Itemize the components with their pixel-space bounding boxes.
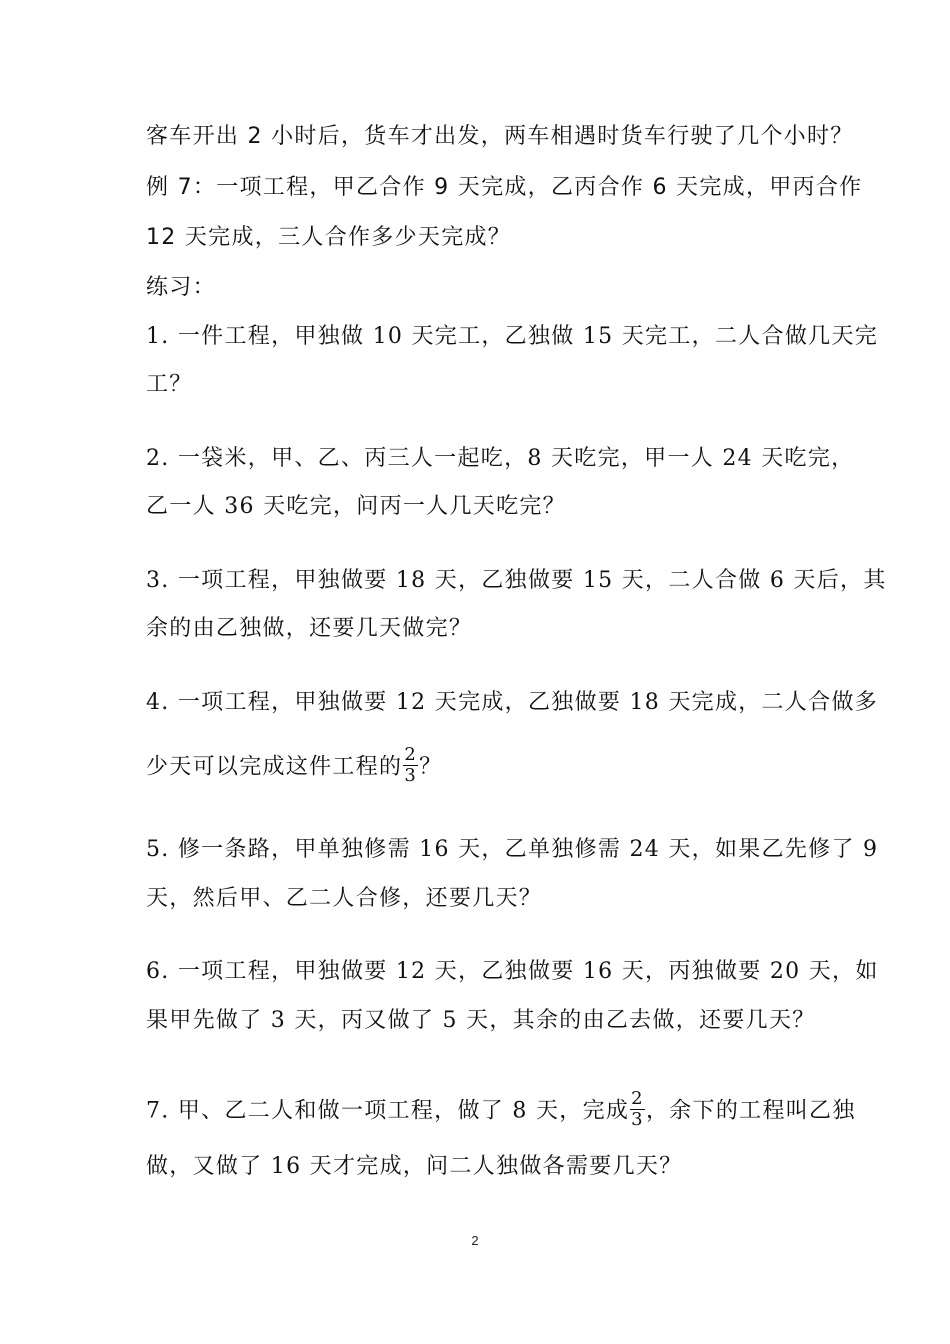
exercise-6-line-2: 果甲先做了 3 天，丙又做了 5 天，其余的由乙去做，还要几天？ (146, 1008, 816, 1033)
exercise-6-line-1: 6. 一项工程，甲独做要 12 天，乙独做要 16 天，丙独做要 20 天，如 (146, 959, 879, 984)
exercise-7-line-1 (146, 1088, 856, 1131)
exercise-4-line-1: 4. 一项工程，甲独做要 12 天完成，乙独做要 18 天完成，二人合做多 (146, 690, 879, 715)
exercise-1-line-2: 工？ (146, 372, 193, 397)
exercise-7-line-2: 做，又做了 16 天才完成，问二人独做各需要几天？ (146, 1154, 683, 1179)
example-7-line-2: 12 天完成，三人合作多少天完成？ (146, 225, 512, 250)
exercise-3-line-2: 余的由乙独做，还要几天做完？ (146, 616, 473, 641)
fraction-two-thirds (403, 746, 418, 785)
fraction-numerator: 2 (404, 744, 418, 765)
example-7-line-1: 例 7：一项工程，甲乙合作 9 天完成，乙丙合作 6 天完成，甲丙合作 (146, 175, 863, 200)
intro-line: 客车开出 2 小时后，货车才出发，两车相遇时货车行驶了几个小时？ (146, 124, 854, 149)
exercise-4-line-2-end: ？ (419, 754, 443, 780)
exercise-4-line-2 (146, 744, 443, 787)
exercise-1-line-1: 1. 一件工程，甲独做 10 天完工，乙独做 15 天完工，二人合做几天完 (146, 324, 879, 349)
exercise-7-line-1-text: 7. 甲、乙二人和做一项工程，做了 8 天，完成 (146, 1098, 630, 1124)
exercise-5-line-2: 天，然后甲、乙二人合修，还要几天？ (146, 886, 543, 911)
exercise-4-line-2-text: 少天可以完成这件工程的 (146, 754, 403, 780)
page-number: 2 (471, 1233, 479, 1248)
fraction-denominator: 3 (404, 765, 418, 786)
exercise-5-line-1: 5. 修一条路，甲单独修需 16 天，乙单独修需 24 天，如果乙先修了 9 (146, 837, 879, 862)
practice-heading: 练习： (146, 275, 216, 300)
fraction-denominator: 3 (631, 1109, 644, 1130)
exercise-7-line-1-end: ，余下的工程叫乙独 (645, 1098, 856, 1124)
fraction-two-thirds (630, 1090, 645, 1129)
exercise-2-line-1: 2. 一袋米，甲、乙、丙三人一起吃，8 天吃完，甲一人 24 天吃完， (146, 446, 855, 471)
exercise-3-line-1: 3. 一项工程，甲独做要 18 天，乙独做要 15 天，二人合做 6 天后，其 (146, 568, 887, 593)
exercise-2-line-2: 乙一人 36 天吃完，问丙一人几天吃完？ (146, 494, 566, 519)
fraction-numerator: 2 (631, 1088, 644, 1109)
